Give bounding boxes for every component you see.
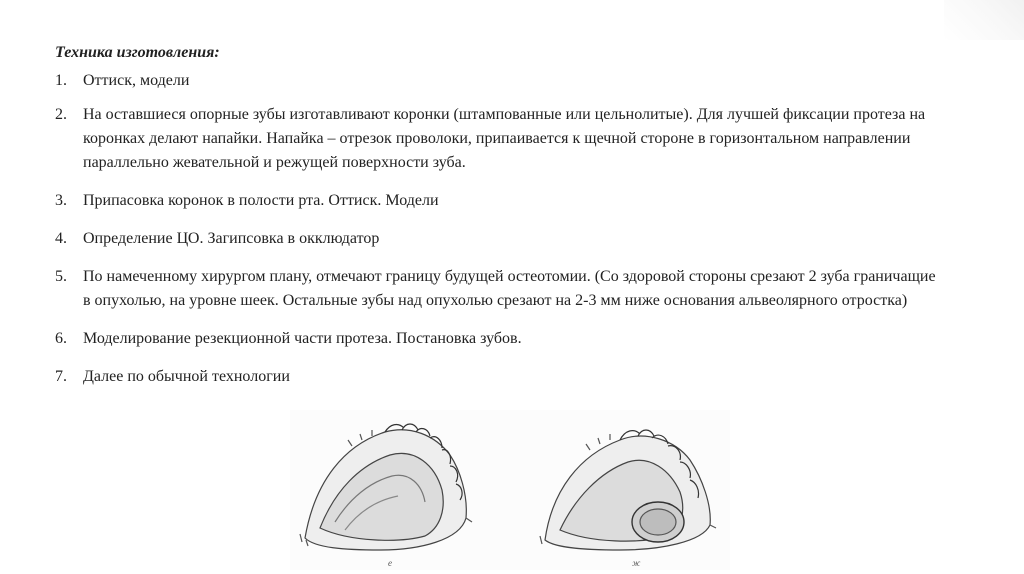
item-number: 6.: [55, 330, 67, 347]
item-text: Оттиск, модели: [83, 72, 190, 89]
item-text: По намеченному хирургом плану, отмечают границу будущей остеотомии. (Со здоровой стороны срезают 2 зуба граничащие в опухолью, на уровне шеек. Остальные зубы над опухолью срезают на 2-3 мм ниже основания альвеолярного отростка): [83, 268, 936, 309]
list-item: [55, 189, 955, 213]
steps-list: [55, 69, 955, 403]
corner-decoration: [944, 0, 1024, 40]
item-number: 5.: [55, 268, 67, 285]
list-item: [55, 365, 955, 389]
item-text: Определение ЦО. Загипсовка в окклюдатор: [83, 230, 380, 247]
item-text: Далее по обычной технологии: [83, 368, 290, 385]
list-item: [55, 327, 955, 351]
list-item: [55, 103, 955, 175]
item-number: 3.: [55, 192, 67, 209]
left-prosthesis-drawing: [300, 424, 472, 550]
list-item: [55, 265, 955, 313]
item-text: На оставшиеся опорные зубы изготавливают коронки (штампованные или цельнолитые). Для лучшей фиксации протеза на коронках делают напайки. Напайка – отрезок проволоки, припаивается к щечной стороне в горизонтальном направлении параллельно жевательной и режущей поверхности зуба.: [83, 106, 926, 171]
item-number: 7.: [55, 368, 67, 385]
right-prosthesis-drawing: [540, 430, 716, 550]
item-number: 2.: [55, 106, 67, 123]
item-text: Припасовка коронок в полости рта. Оттиск. Модели: [83, 192, 439, 209]
slide-title: Техника изготовления:: [55, 44, 220, 61]
list-item: [55, 69, 955, 93]
figure-caption-right: ж: [632, 558, 641, 568]
item-number: 1.: [55, 72, 67, 89]
item-number: 4.: [55, 230, 67, 247]
item-text: Моделирование резекционной части протеза. Постановка зубов.: [83, 330, 522, 347]
figure-caption-left: е: [388, 558, 392, 568]
prosthesis-illustration: [290, 410, 730, 570]
list-item: [55, 227, 955, 251]
